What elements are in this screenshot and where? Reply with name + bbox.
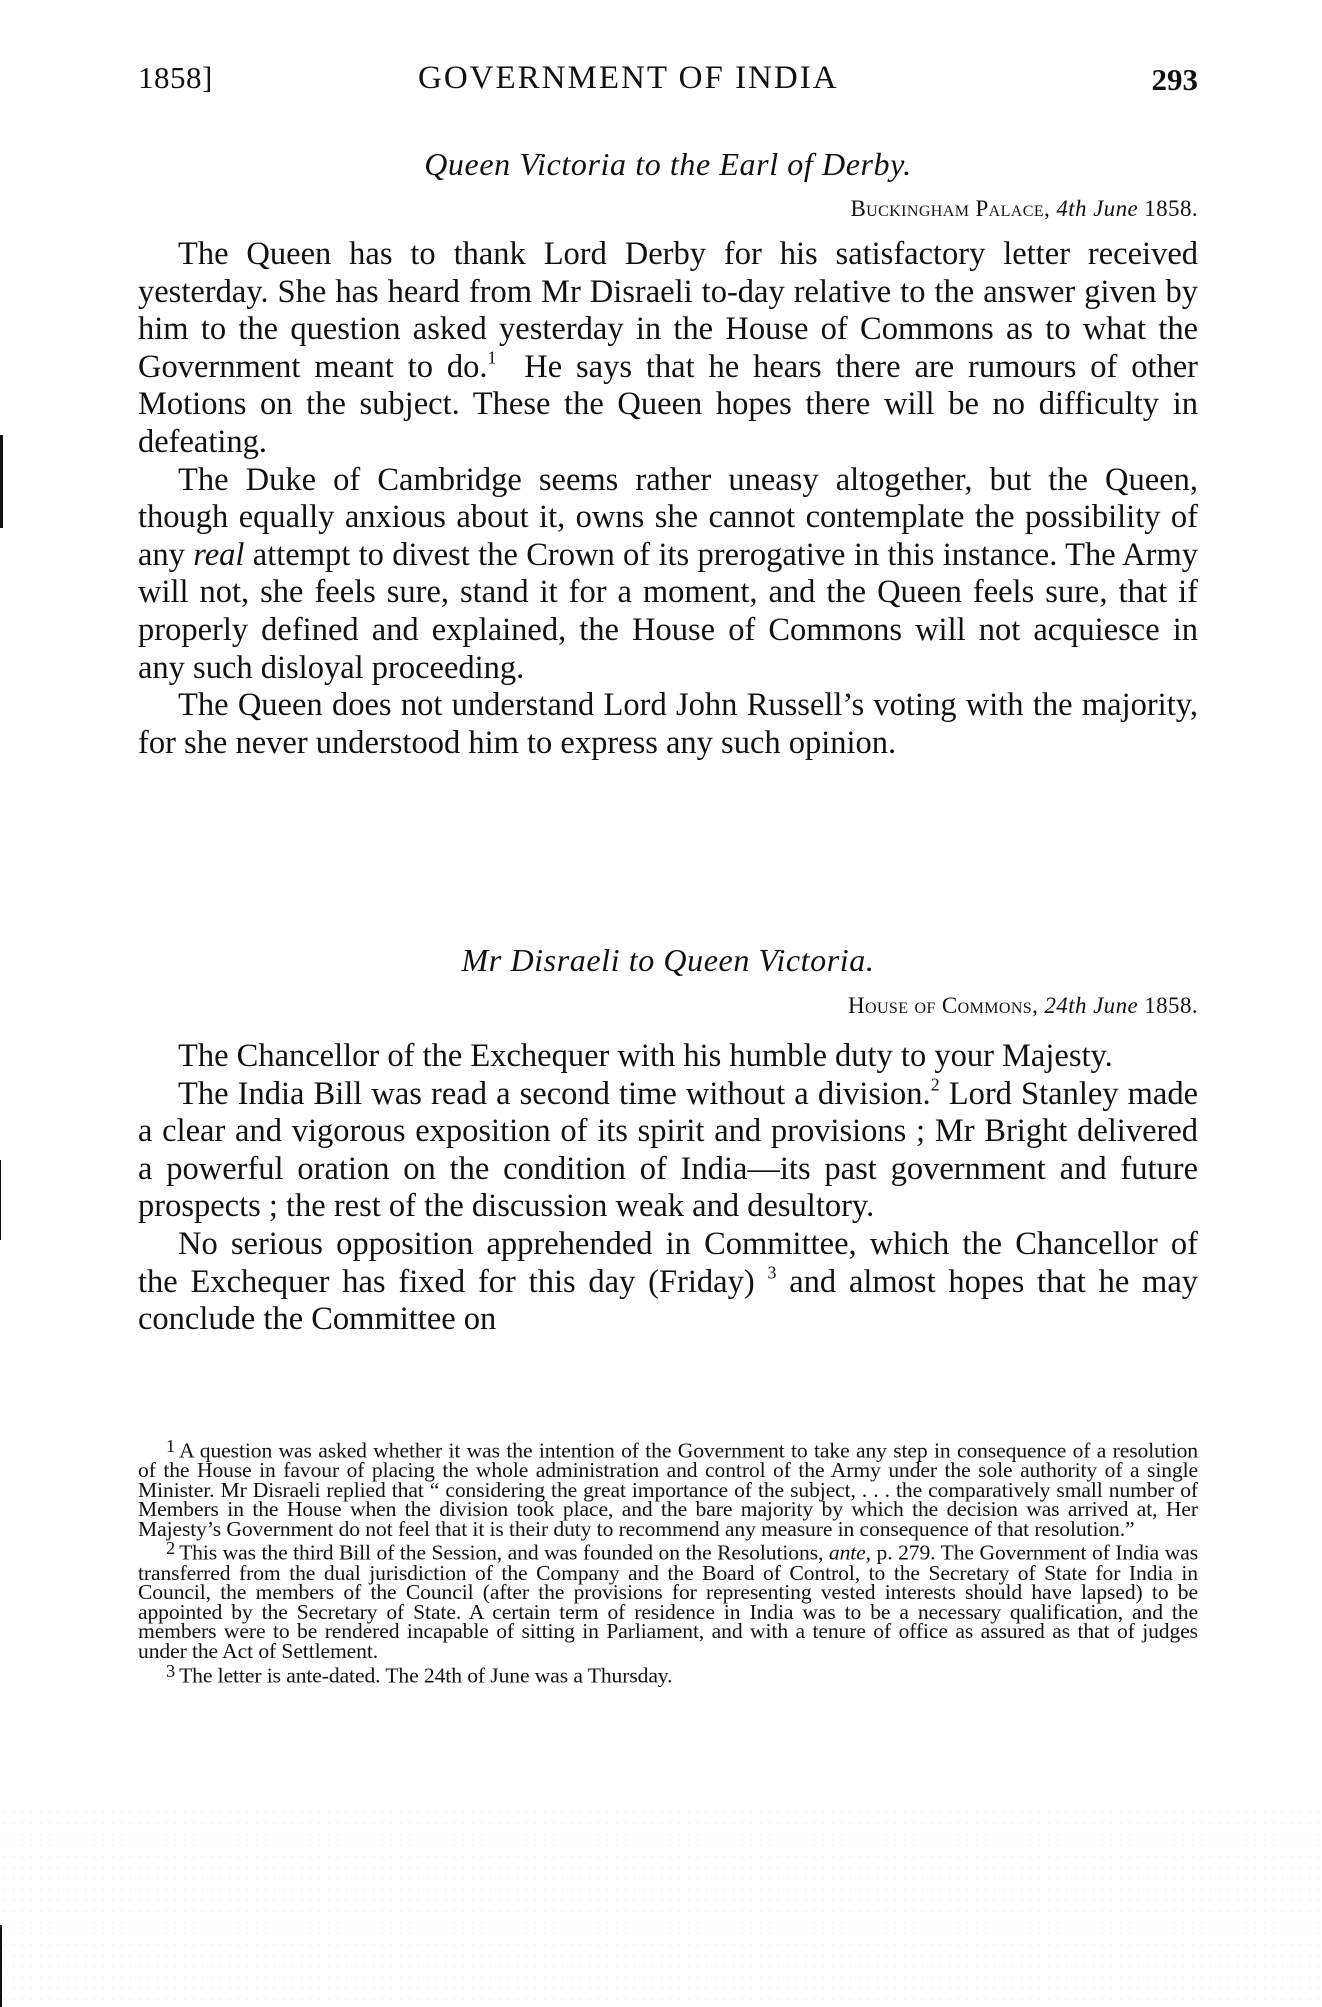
scan-margin-mark bbox=[0, 435, 3, 528]
paragraph: The Queen has to thank Lord Derby for his satisfactory letter received yesterday. She has heard from Mr Disraeli to-day relative to the answer given by him to the question asked yesterday in the House of Commons as to what the Government meant to do.$^1$ He says that he hears there are rumours of other Motions on the subject. These the Queen hopes there will be no difficulty in defeating. bbox=[138, 236, 1198, 460]
dateline-day: 4th bbox=[1056, 196, 1087, 221]
paragraph: The Queen does not understand Lord John Russell’s voting with the majority, for she never understood him to express any such opinion. bbox=[138, 687, 1198, 761]
dateline-month: June bbox=[1093, 196, 1139, 221]
dateline-day: 24th bbox=[1044, 993, 1087, 1018]
footnote: $^2$ This was the third Bill of the Session, and was founded on the Resolutions, ante, p. 279. The Government of India was transferred from the dual jurisdiction of the Company and the Board of Control, to the Secretary of State for India in Council, the members of the Council (after the provisions for representing vested interests should have lapsed) to be appointed by the Secretary of State. A certain term of residence in India was to be a necessary qualification, and the members were to be rendered incapable of sitting in Parliament, and with a tenure of office as assured as that of judges under the Act of Settlement. bbox=[138, 1538, 1198, 1663]
running-header bbox=[138, 60, 1198, 110]
header-title: GOVERNMENT OF INDIA bbox=[418, 60, 839, 96]
letter-body bbox=[138, 236, 1198, 762]
dateline-year: 1858. bbox=[1144, 993, 1198, 1018]
dateline-month: June bbox=[1093, 993, 1139, 1018]
footnote: $^1$ A question was asked whether it was the intention of the Government to take any step in consequence of a resolution of the House in favour of placing the whole administration and control of the Army under the sole authority of a single Minister. Mr Disraeli replied that “ considering the great importance of the subject, . . . the comparatively small number of Members in the House when the division took place, and the bare majority by which the decision was arrived at, Her Majesty’s Government do not feel that it is their duty to recommend any measure in consequence of that resolution.” bbox=[138, 1436, 1198, 1541]
letter-title: Mr Disraeli to Queen Victoria. bbox=[461, 942, 875, 978]
footnote-ref[interactable]: 1 bbox=[487, 347, 497, 368]
letter-dateline bbox=[138, 196, 1198, 222]
dateline-place: Buckingham Palace, bbox=[850, 196, 1051, 221]
paragraph: The Chancellor of the Exchequer with his humble duty to your Majesty. bbox=[178, 1038, 1113, 1074]
footnote-number: 3 bbox=[166, 1660, 176, 1681]
header-year: 1858] bbox=[138, 60, 213, 95]
paragraph: The India Bill was read a second time without a division.$^2$ Lord Stanley made a clear and vigorous exposition of its spirit and provisions ; Mr Bright delivered a powerful oration on the condition of India—its past government and future prospects ; the rest of the discussion weak and desultory. bbox=[138, 1074, 1199, 1225]
footnote: $^3$ The letter is ante-dated. The 24th of June was a Thursday. bbox=[166, 1660, 673, 1688]
scan-margin-mark bbox=[0, 1160, 1, 1240]
page-number: 293 bbox=[1151, 62, 1198, 97]
footnote-number: 1 bbox=[166, 1436, 176, 1456]
footnote-number: 2 bbox=[166, 1538, 176, 1559]
footnote-ref[interactable]: 2 bbox=[930, 1074, 940, 1095]
footnotes bbox=[138, 1437, 1198, 1686]
letter-body bbox=[138, 1038, 1198, 1339]
dateline-place: House of Commons, bbox=[847, 993, 1039, 1018]
scan-noise bbox=[0, 1807, 1322, 2007]
paragraph: No serious opposition apprehended in Committee, which the Chancellor of the Exchequer has fixed for this day (Friday) $^3$ and almost hopes that he may conclude the Committee on bbox=[138, 1225, 1199, 1338]
letter-title: Queen Victoria to the Earl of Derby. bbox=[424, 146, 912, 182]
letter-dateline bbox=[138, 993, 1198, 1019]
footnote-ref[interactable]: 3 bbox=[767, 1262, 777, 1283]
paragraph: The Duke of Cambridge seems rather uneasy altogether, but the Queen, though equally anxious about it, owns she cannot contemplate the possibility of any real attempt to divest the Crown of its prerogative in this instance. The Army will not, she feels sure, stand it for a moment, and the Queen feels sure, that if properly defined and explained, the House of Commons will not acquiesce in any such disloyal proceeding. bbox=[138, 461, 1198, 686]
dateline-year: 1858. bbox=[1144, 196, 1198, 221]
